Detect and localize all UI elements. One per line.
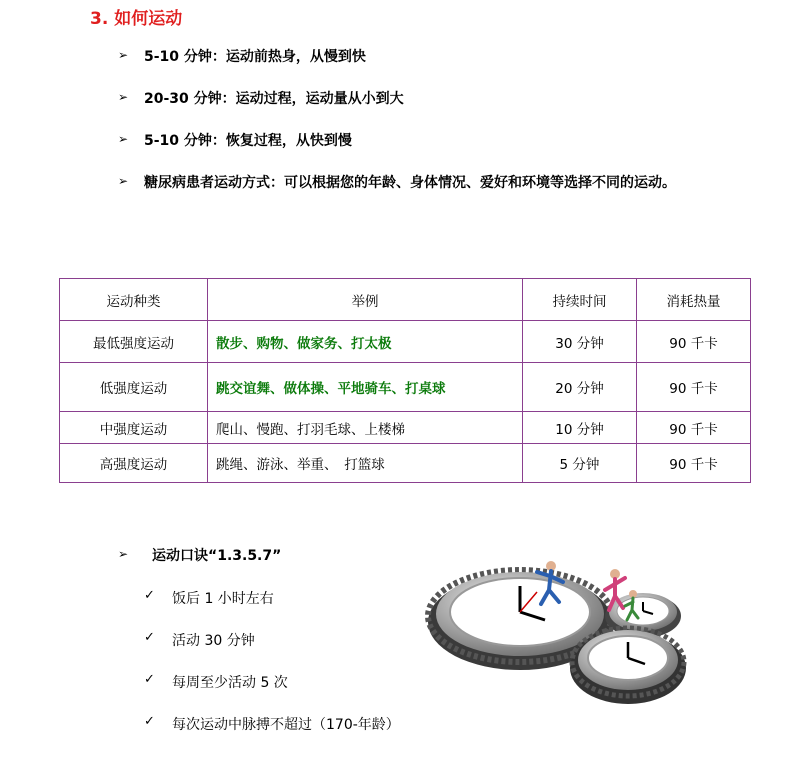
column-header-calories: 消耗热量 <box>637 279 751 321</box>
cell-examples: 散步、购物、做家务、打太极 <box>208 321 523 363</box>
cell-type: 高强度运动 <box>60 444 208 483</box>
cell-examples: 爬山、慢跑、打羽毛球、上楼梯 <box>208 412 523 444</box>
column-header-type: 运动种类 <box>60 279 208 321</box>
cell-duration: 20 分钟 <box>523 363 637 412</box>
exercise-tips-list <box>118 46 676 214</box>
arrow-bullet-icon: ➢ <box>118 132 129 146</box>
cell-type: 最低强度运动 <box>60 321 208 363</box>
checkmark-icon: ✓ <box>144 714 155 729</box>
list-item <box>144 588 400 630</box>
checkmark-icon: ✓ <box>144 588 155 603</box>
tip-text: 5-10 分钟：恢复过程，从快到慢 <box>144 133 352 149</box>
list-item <box>144 672 400 714</box>
tip-item <box>118 130 676 172</box>
table-header-row <box>60 279 751 321</box>
table-row <box>60 444 751 483</box>
mantra-item-text: 每次运动中脉搏不超过（170-年龄） <box>172 717 400 733</box>
cell-calories: 90 千卡 <box>637 321 751 363</box>
table-row <box>60 363 751 412</box>
arrow-bullet-icon: ➢ <box>118 48 129 62</box>
arrow-bullet-icon: ➢ <box>118 90 129 104</box>
cell-duration: 30 分钟 <box>523 321 637 363</box>
clock-gears-illustration <box>425 560 690 710</box>
mantra-title: 运动口诀“1.3.5.7” <box>152 548 282 564</box>
column-header-duration: 持续时间 <box>523 279 637 321</box>
mantra-item-text: 饭后 1 小时左右 <box>172 591 274 607</box>
tip-text: 5-10 分钟：运动前热身，从慢到快 <box>144 49 366 65</box>
tip-text: 糖尿病患者运动方式：可以根据您的年龄、身体情况、爱好和环境等选择不同的运动。 <box>144 175 676 191</box>
arrow-bullet-icon: ➢ <box>118 174 129 188</box>
column-header-examples: 举例 <box>208 279 523 321</box>
tip-text: 20-30 分钟：运动过程，运动量从小到大 <box>144 91 404 107</box>
list-item <box>144 630 400 672</box>
arrow-bullet-icon: ➢ <box>118 547 129 561</box>
cell-type: 低强度运动 <box>60 363 208 412</box>
checkmark-icon: ✓ <box>144 630 155 645</box>
cell-calories: 90 千卡 <box>637 363 751 412</box>
table-row <box>60 321 751 363</box>
mantra-item-text: 每周至少活动 5 次 <box>172 675 288 691</box>
cell-examples: 跳绳、游泳、举重、 打篮球 <box>208 444 523 483</box>
mantra-heading <box>118 545 281 565</box>
mantra-list <box>144 588 400 756</box>
section-heading: 3. 如何运动 <box>90 9 183 29</box>
cell-calories: 90 千卡 <box>637 412 751 444</box>
cell-calories: 90 千卡 <box>637 444 751 483</box>
cell-type: 中强度运动 <box>60 412 208 444</box>
tip-item <box>118 46 676 88</box>
checkmark-icon: ✓ <box>144 672 155 687</box>
cell-duration: 10 分钟 <box>523 412 637 444</box>
tip-item <box>118 88 676 130</box>
tip-item <box>118 172 676 214</box>
mantra-item-text: 活动 30 分钟 <box>172 633 255 649</box>
list-item <box>144 714 400 756</box>
table-row <box>60 412 751 444</box>
cell-examples: 跳交谊舞、做体操、平地骑车、打桌球 <box>208 363 523 412</box>
cell-duration: 5 分钟 <box>523 444 637 483</box>
exercise-intensity-table <box>59 278 751 483</box>
